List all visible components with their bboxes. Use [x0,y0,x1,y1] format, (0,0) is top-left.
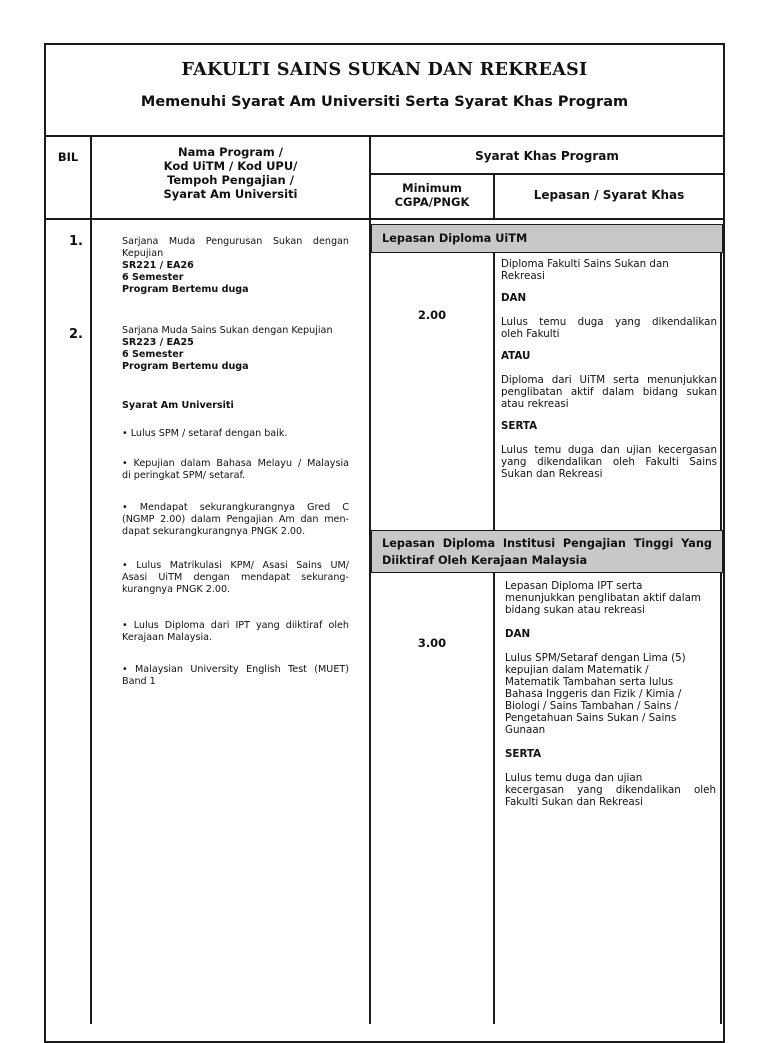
page-subtitle: Memenuhi Syarat Am Universiti Serta Syarat Khas Program [140,94,629,110]
syarat-am-line: • Kepujian dalam Bahasa Melayu / Malaysia [122,458,349,469]
syarat-khas-connector: ATAU [501,350,531,362]
program-duration: 6 Semester [122,272,184,283]
header-program-line: Syarat Am Universiti [163,187,298,201]
syarat-khas-connector: DAN [505,628,531,640]
syarat-am-item [122,458,349,482]
syarat-am-line: (NGMP 2.00) dalam Pengajian Am dan men- [122,514,349,525]
page-title: FAKULTI SAINS SUKAN DAN REKREASI [181,60,588,80]
syarat-am-line: • Lulus SPM / setaraf dengan baik. [122,428,288,439]
header-syarat-khas: Syarat Khas Program [475,149,619,163]
program-note: Program Bertemu duga [122,361,249,372]
header-program-line: Tempoh Pengajian / [167,173,294,187]
syarat-khas-line: Sukan dan Rekreasi [501,468,603,480]
section-banner-text: Diiktiraf Oleh Kerajaan Malaysia [382,554,588,567]
syarat-khas-line: Biologi / Sains Tambahan / Sains / [505,700,679,712]
syarat-khas-line: kecergasan yang dikendalikan oleh [505,784,716,796]
divider [369,136,371,1024]
syarat-khas-connector: DAN [501,292,527,304]
syarat-khas-line: Lulus temu duga dan ujian kecergasan [501,444,717,456]
syarat-khas-connector: SERTA [505,748,542,760]
divider [493,252,495,530]
syarat-am-line: • Lulus Matrikulasi KPM/ Asasi Sains UM/ [122,560,349,571]
syarat-am-item [122,560,349,596]
syarat-khas-line: Diploma Fakulti Sains Sukan dan [501,258,669,270]
header-program [92,145,369,201]
program-entry [122,236,349,296]
syarat-khas-line: Fakulti Sukan dan Rekreasi [505,796,643,808]
program-code: SR223 / EA25 [122,337,194,348]
syarat-khas-line: bidang sukan atau rekreasi [505,604,645,616]
syarat-am-item [122,502,349,538]
syarat-khas-line: Lepasan Diploma IPT serta [505,580,643,592]
syarat-khas-block [501,258,717,480]
divider [44,135,725,137]
syarat-am-heading [122,400,349,412]
divider [720,572,722,1024]
syarat-khas-line: kepujian dalam Matematik / [505,664,649,676]
syarat-khas-line: Matematik Tambahan serta lulus [505,676,674,688]
divider [720,252,722,530]
syarat-khas-line: Diploma dari UiTM serta menunjukkan [501,374,717,386]
syarat-khas-line: Gunaan [505,724,546,736]
header-lepasan: Lepasan / Syarat Khas [533,188,685,202]
syarat-khas-line: Lulus temu duga yang dikendalikan [501,316,717,328]
syarat-khas-line: penglibatan aktif dalam bidang sukan [501,386,717,398]
syarat-khas-line: Lulus temu duga dan ujian [505,772,643,784]
syarat-am-line: di peringkat SPM/ setaraf. [122,470,246,481]
program-duration: 6 Semester [122,349,184,360]
syarat-khas-line: Pengetahuan Sains Sukan / Sains [505,712,677,724]
header-minimum-line: Minimum [402,181,462,195]
section-banner [371,530,723,573]
syarat-khas-block [505,580,716,808]
program-name-line: Kepujian [122,248,164,259]
syarat-am-item [122,620,349,644]
section-banner-text: Lepasan Diploma Institusi Pengajian Tinggi Yang [382,537,712,550]
divider [90,136,92,1024]
program-note: Program Bertemu duga [122,284,249,295]
syarat-khas-line: Rekreasi [501,270,545,282]
syarat-am-heading-text: Syarat Am Universiti [122,400,234,411]
syarat-khas-line: menunjukkan penglibatan aktif dalam [505,592,701,604]
program-name-line: Sarjana Muda Pengurusan Sukan dengan [122,236,349,247]
header-program-line: Nama Program / [178,145,283,159]
syarat-khas-line: yang dikendalikan oleh Fakulti Sains [501,456,717,468]
syarat-khas-line: Bahasa Inggeris dan Fizik / Kimia / [505,688,682,700]
section-banner-text: Lepasan Diploma UiTM [382,232,528,245]
syarat-khas-line: oleh Fakulti [501,328,560,340]
divider [370,173,725,175]
bil-number: 1. [69,234,83,249]
program-entry [122,325,349,373]
header-minimum-line: CGPA/PNGK [394,195,470,209]
syarat-am-line: kurangnya PNGK 2.00. [122,584,231,595]
syarat-am-line: Band 1 [122,676,156,687]
syarat-am-line: • Mendapat sekurangkurangnya Gred C [122,502,349,513]
header-program-line: Kod UiTM / Kod UPU/ [163,159,298,173]
header-bil: BIL [57,150,79,164]
cgpa-value: 2.00 [417,308,447,322]
section-banner [371,224,723,253]
syarat-khas-line: Lulus SPM/Setaraf dengan Lima (5) [505,652,686,664]
cgpa-value: 3.00 [417,636,447,650]
syarat-am-line: • Lulus Diploma dari IPT yang diiktiraf oleh [122,620,349,631]
syarat-khas-connector: SERTA [501,420,538,432]
syarat-am-item [122,664,349,688]
divider [493,572,495,1024]
bil-number: 2. [69,327,83,342]
syarat-am-line: Kerajaan Malaysia. [122,632,213,643]
syarat-am-line: Asasi UiTM dengan mendapat sekurang- [122,572,349,583]
syarat-am-line: • Malaysian University English Test (MUET) [122,664,349,675]
syarat-am-line: dapat sekurangkurangnya PNGK 2.00. [122,526,306,537]
program-code: SR221 / EA26 [122,260,194,271]
divider [44,218,725,220]
syarat-khas-line: atau rekreasi [501,398,569,410]
header-minimum [371,181,493,209]
program-name-line: Sarjana Muda Sains Sukan dengan Kepujian [122,325,333,336]
syarat-am-item [122,428,349,440]
